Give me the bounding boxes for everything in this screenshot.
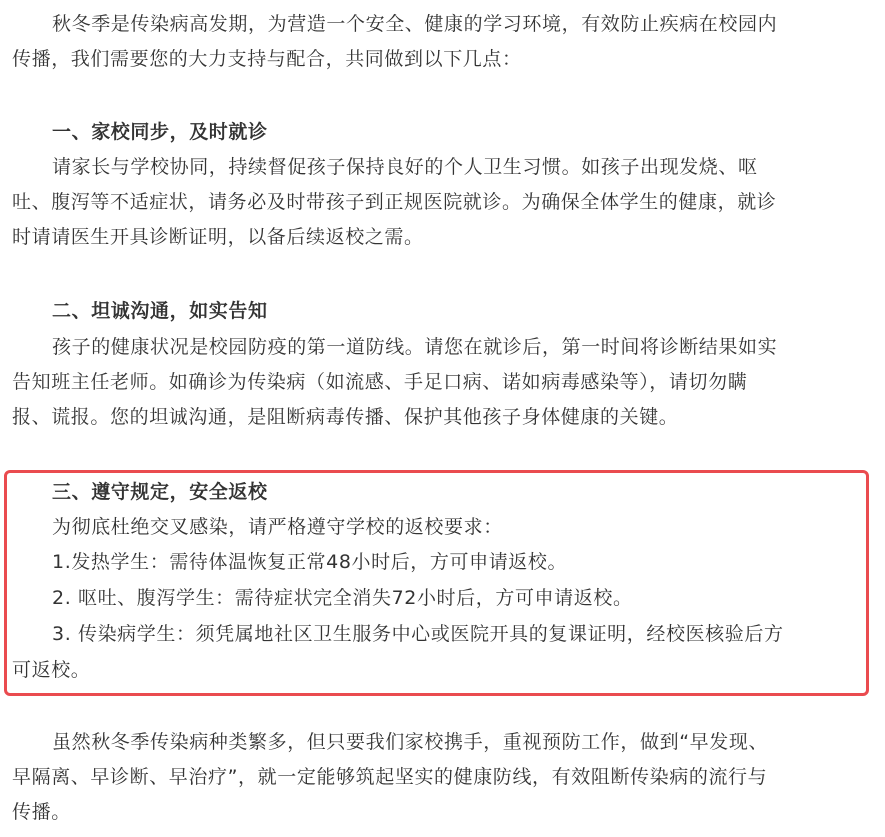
section-2-heading: 二、坦诚沟通，如实告知 bbox=[52, 300, 268, 322]
section-3-item-1: 1.发热学生：需待体温恢复正常48小时后，方可申请返校。 bbox=[52, 551, 568, 573]
section-2-line-1: 孩子的健康状况是校园防疫的第一道防线。请您在就诊后，第一时间将诊断结果如实 bbox=[52, 336, 778, 358]
intro-line-2: 传播，我们需要您的大力支持与配合，共同做到以下几点： bbox=[12, 48, 522, 70]
section-3-line-1: 为彻底杜绝交叉感染，请严格遵守学校的返校要求： bbox=[52, 516, 503, 538]
section-3-item-3-line-2: 可返校。 bbox=[12, 659, 91, 681]
section-2-line-3: 报、谎报。您的坦诚沟通，是阻断病毒传播、保护其他孩子身体健康的关键。 bbox=[12, 406, 679, 428]
section-2-line-2: 告知班主任老师。如确诊为传染病（如流感、手足口病、诺如病毒感染等），请切勿瞒 bbox=[12, 371, 748, 393]
section-1-heading: 一、家校同步，及时就诊 bbox=[52, 121, 268, 143]
section-1-line-1: 请家长与学校协同，持续督促孩子保持良好的个人卫生习惯。如孩子出现发烧、呕 bbox=[52, 156, 758, 178]
intro-line-1: 秋冬季是传染病高发期，为营造一个安全、健康的学习环境，有效防止疾病在校园内 bbox=[52, 13, 778, 35]
section-1-line-3: 时请请医生开具诊断证明，以备后续返校之需。 bbox=[12, 226, 424, 248]
closing-line-1: 虽然秋冬季传染病种类繁多，但只要我们家校携手，重视预防工作，做到“早发现、 bbox=[52, 731, 769, 753]
section-3-item-2: 2. 呕吐、腹泻学生：需待症状完全消失72小时后，方可申请返校。 bbox=[52, 587, 633, 609]
section-3-heading: 三、遵守规定，安全返校 bbox=[52, 481, 268, 503]
closing-line-2: 早隔离、早诊断、早治疗”，就一定能够筑起坚实的健康防线，有效阻断传染病的流行与 bbox=[12, 766, 768, 788]
closing-line-3: 传播。 bbox=[12, 801, 71, 823]
section-3-item-3-line-1: 3. 传染病学生：须凭属地社区卫生服务中心或医院开具的复课证明，经校医核验后方 bbox=[52, 623, 784, 645]
section-1-line-2: 吐、腹泻等不适症状，请务必及时带孩子到正规医院就诊。为确保全体学生的健康，就诊 bbox=[12, 191, 777, 213]
